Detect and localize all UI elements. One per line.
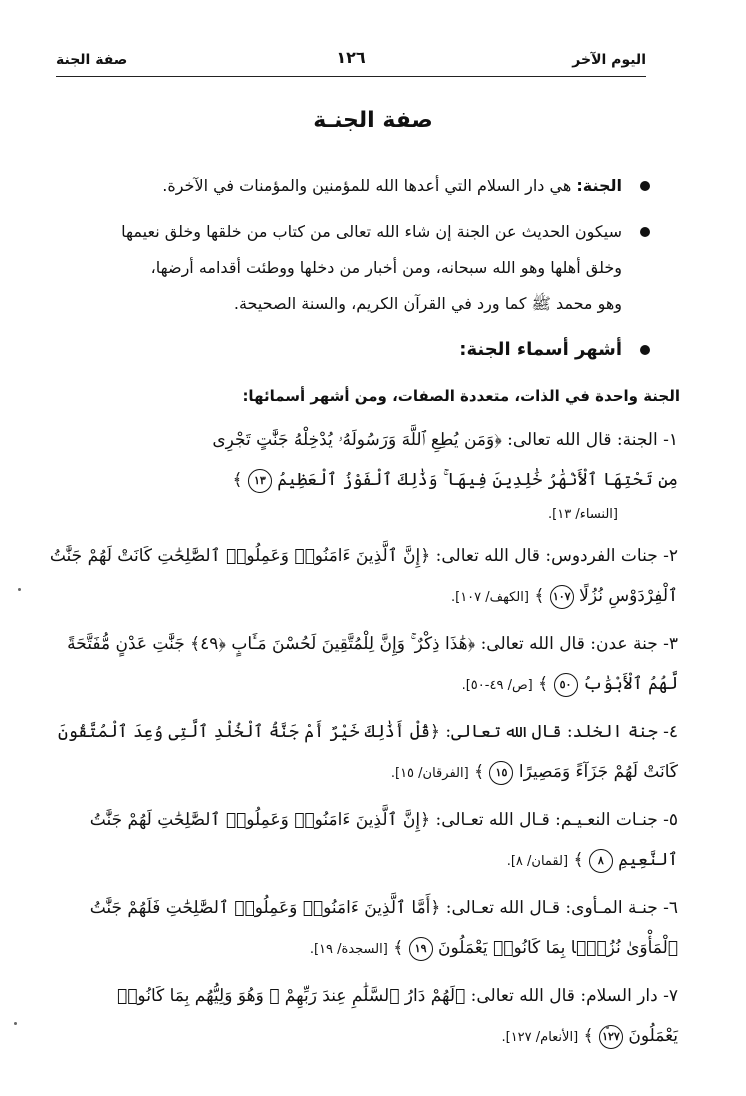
ayah-number-icon: ١٠٧ [550, 585, 574, 609]
names-intro: الجنة واحدة في الذات، متعددة الصفات، ومن أشهر أسمائها: [242, 387, 680, 405]
item-reference: [السجدة/ ١٩]. [309, 942, 388, 957]
item-line-2: مِن تَحْتِهَا ٱلْأَنْهَٰرُ خَٰلِدِينَ فِيهَا ۚ وَذَٰلِكَ ٱلْفَوْزُ ٱلْعَظِيمُ ١٣ ﴾ [85, 460, 678, 500]
list-item [49, 536, 678, 618]
page-title: صفة الجنـة [313, 108, 433, 133]
item-verse: مِن تَحْتِهَا ٱلْأَنْهَٰرُ خَٰلِدِينَ فِيهَا ۚ وَذَٰلِكَ ٱلْفَوْزُ ٱلْعَظِيمُ [277, 470, 678, 490]
item-line-1: ٦- جنـة المـأوى: قـال الله تعـالى: ﴿أَمَّا ٱلَّذِينَ ءَامَنُوا۟ وَعَمِلُوا۟ ٱلصَّٰلِحَٰتِ فَلَهُمْ جَنَّٰتُ [89, 898, 678, 918]
list-item [85, 976, 678, 1058]
item-verse: ٱلنَّعِيمِ [618, 850, 678, 870]
ayah-number-icon: ٥٠ [554, 673, 578, 697]
item-verse: لَّهُمُ ٱلْأَبْوَٰبُ [582, 674, 678, 694]
item-reference: [النساء/ ١٣]. [548, 507, 618, 522]
ayah-number-icon: ١٣ [248, 469, 272, 493]
item-line-2: كَانَتْ لَهُمْ جَزَآءً وَمَصِيرًا ١٥ ﴾ [الفرقان/ ١٥]. [85, 752, 678, 794]
bullet-icon [640, 181, 650, 191]
item-line-1: ١- الجنة: قال الله تعالى: ﴿وَمَن يُطِعِ ٱللَّهَ وَرَسُولَهُۥ يُدْخِلْهُ جَنَّٰتٍ تَجْرِى [212, 430, 678, 450]
scan-speck [606, 1026, 609, 1029]
scan-speck [18, 588, 21, 591]
item-line-1: ٣- جنة عدن: قال الله تعالى: ﴿هَٰذَا ذِكْرٌ ۚ وَإِنَّ لِلْمُتَّقِينَ لَحُسْنَ مَـَٔابٍ ﴿٤٩﴾ جَنَّٰتِ عَدْنٍ مُّفَتَّحَةً [67, 634, 678, 654]
ayah-number-icon: ١٢٧ [599, 1025, 623, 1049]
item-line-2: ٱلْفِرْدَوْسِ نُزُلًا ١٠٧ ﴾ [الكهف/ ١٠٧]. [85, 576, 678, 618]
item-line-1: ٧- دار السلام: قال الله تعالى: ﴿لَهُمْ دَارُ ٱلسَّلَٰمِ عِندَ رَبِّهِمْ ۖ وَهُوَ وَلِيُّهُم بِمَا كَانُوا۟ [117, 986, 678, 1006]
item-line-1: ٢- جنات الفردوس: قال الله تعالى: ﴿إِنَّ ٱلَّذِينَ ءَامَنُوا۟ وَعَمِلُوا۟ ٱلصَّٰلِحَٰتِ كَانَتْ لَهُمْ جَنَّٰتُ [49, 546, 678, 566]
item-reference: [الفرقان/ ١٥]. [390, 766, 469, 781]
sources-line: سيكون الحديث عن الجنة إن شاء الله تعالى من كتاب من خلقها وخلق نعيمها [121, 222, 622, 241]
sources-line: وخلق أهلها وهو الله سبحانه، ومن أخبار من دخلها ووطئت أقدامه أرضها، [150, 258, 622, 277]
item-line-2: لَّهُمُ ٱلْأَبْوَٰبُ ٥٠ ﴾ [ص/ ٤٩-٥٠]. [85, 664, 678, 706]
item-line-2: يَعْمَلُونَ ١٢٧ ﴾ [الأنعام/ ١٢٧]. [85, 1016, 678, 1058]
item-reference: [لقمان/ ٨]. [506, 854, 569, 869]
ayah-number-icon: ١٥ [489, 761, 513, 785]
section-heading: أشهر أسماء الجنة: [459, 339, 622, 360]
scan-speck [14, 1022, 17, 1025]
page-number: ١٢٦ [336, 48, 366, 67]
bullet-definition [85, 168, 650, 204]
definition-text: هي دار السلام التي أعدها الله للمؤمنين والمؤمنات في الآخرة. [162, 176, 577, 195]
item-reference: [الأنعام/ ١٢٧]. [501, 1030, 579, 1045]
header-chapter-title: صفة الجنة [56, 52, 128, 68]
bullet-icon [640, 227, 650, 237]
item-line-1: ٤- جنة الخلد: قال الله تعالى: ﴿قُلْ أَذَٰلِكَ خَيْرٌ أَمْ جَنَّةُ ٱلْخُلْدِ ٱلَّتِى وُعِدَ ٱلْمُتَّقُونَ [58, 722, 678, 742]
list-item [85, 800, 678, 882]
header-book-title: اليوم الآخر [572, 52, 646, 68]
ayah-number-icon: ١٩ [409, 937, 433, 961]
list-item [85, 420, 678, 530]
item-verse: ٱلْفِرْدَوْسِ نُزُلًا [579, 586, 678, 606]
item-verse: كَانَتْ لَهُمْ جَزَآءً وَمَصِيرًا [518, 762, 678, 782]
list-item [58, 712, 678, 794]
list-item [85, 888, 678, 970]
item-reference: [ص/ ٤٩-٥٠]. [461, 678, 533, 693]
item-verse: يَعْمَلُونَ [628, 1026, 678, 1046]
definition-term: الجنة: [576, 176, 622, 195]
bullet-section-heading [85, 332, 650, 368]
bullet-icon [640, 345, 650, 355]
item-line-2: ٱلنَّعِيمِ ٨ ﴾ [لقمان/ ٨]. [85, 840, 678, 882]
running-header [56, 48, 646, 77]
item-line-2: ٱلْمَأْوَىٰ نُزُلًۢا بِمَا كَانُوا۟ يَعْمَلُونَ ١٩ ﴾ [السجدة/ ١٩]. [85, 928, 678, 970]
item-verse: ٱلْمَأْوَىٰ نُزُلًۢا بِمَا كَانُوا۟ يَعْمَلُونَ [437, 938, 678, 958]
ayah-number-icon: ٨ [589, 849, 613, 873]
bullet-sources [85, 214, 650, 322]
sources-line: وهو محمد ﷺ كما ورد في القرآن الكريم، والسنة الصحيحة. [233, 294, 622, 313]
item-reference: [الكهف/ ١٠٧]. [450, 590, 529, 605]
item-line-1: ٥- جنـات النعـيـم: قـال الله تعـالى: ﴿إِنَّ ٱلَّذِينَ ءَامَنُوا۟ وَعَمِلُوا۟ ٱلصَّٰلِحَٰتِ لَهُمْ جَنَّٰتُ [89, 810, 678, 830]
list-item [67, 624, 678, 706]
main-content [49, 168, 680, 1064]
